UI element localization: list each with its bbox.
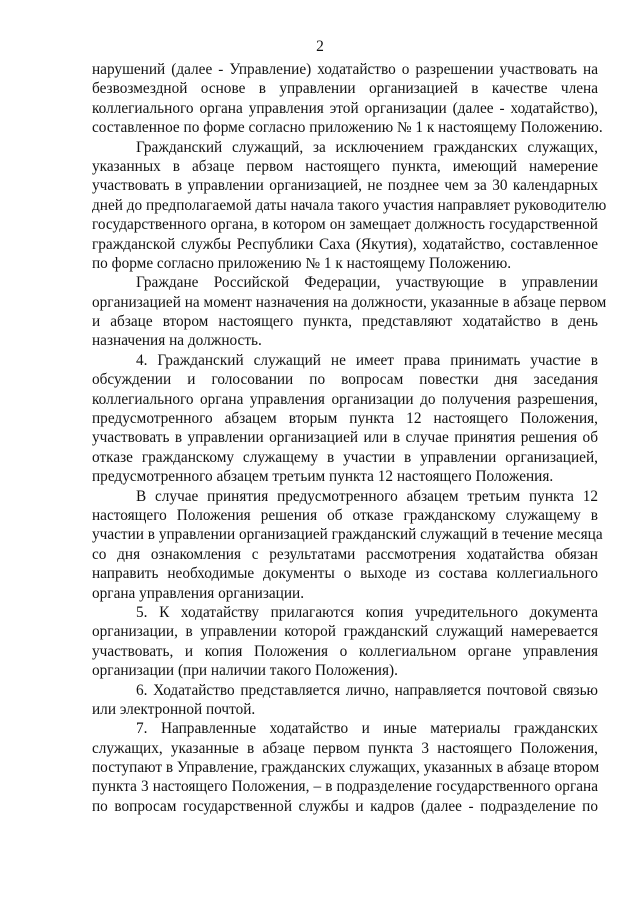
text-line: В случае принятия предусмотренного абзацем третьим пункта 12: [136, 487, 598, 505]
text-line: органа управления организации.: [92, 584, 305, 602]
text-line: гражданской службы Республики Саха (Якутия), ходатайство, составленное: [92, 235, 598, 253]
text-line: участвовать в управлении организацией, не позднее чем за 30 календарных: [92, 177, 598, 195]
text-line: или электронной почтой.: [92, 700, 256, 718]
text-line: Гражданский служащий, за исключением гражданских служащих,: [136, 138, 598, 156]
text-line: обсуждении и голосовании по вопросам повестки дня заседания: [92, 371, 598, 389]
text-line: предусмотренного абзацем вторым пункта 12 настоящего Положения,: [92, 410, 598, 428]
text-line: Граждане Российской Федерации, участвующие в управлении: [136, 274, 598, 292]
paragraph-continuation: [92, 60, 603, 138]
text-line: предусмотренного абзацем третьим пункта 12 настоящего Положения.: [92, 468, 554, 486]
text-line: настоящего Положения решения об отказе гражданскому служащему в: [92, 506, 598, 524]
paragraph-civil-servant-petition: [92, 138, 607, 274]
text-line: нарушений (далее - Управление) ходатайство о разрешении участвовать на: [92, 61, 598, 78]
paragraph-item-5: [92, 603, 598, 681]
text-line: организации, в управлении которой гражданский служащий намеревается: [92, 623, 598, 641]
text-line: безвозмездной основе в управлении организацией в качестве члена: [92, 80, 598, 98]
text-line: 7. Направленные ходатайство и иные материалы гражданских: [136, 720, 598, 738]
text-line: участвовать в управлении организацией или в случае принятия решения об: [92, 429, 598, 447]
text-line: и абзаце втором настоящего пункта, представляют ходатайство в день: [92, 313, 598, 331]
text-line: коллегиального органа управления организации до получения разрешения,: [92, 390, 598, 408]
text-line: составленное по форме согласно приложению № 1 к настоящему Положению.: [92, 119, 603, 137]
paragraph-item-7: [92, 719, 598, 816]
text-line: участвовать, и копия Положения о коллегиальном органе управления: [92, 642, 598, 660]
paragraph-item-4: [92, 351, 598, 487]
text-line: дней до предполагаемой даты начала такого участия направляет руководителю: [92, 196, 607, 214]
text-line: по вопросам государственной службы и кадров (далее - подразделение по: [92, 797, 598, 815]
text-line: 5. К ходатайству прилагаются копия учредительного документа: [136, 603, 598, 621]
text-line: организацией на момент назначения на должности, указанные в абзаце первом: [92, 293, 607, 311]
text-line: коллегиального органа управления этой организации (далее - ходатайство),: [92, 99, 598, 117]
text-line: назначения на должность.: [92, 332, 262, 350]
paragraph-citizens-appointment: [92, 273, 607, 351]
paragraph-item-6: [92, 681, 598, 720]
text-line: со дня ознакомления с результатами рассмотрения ходатайства обязан: [92, 545, 598, 563]
text-line: по форме согласно приложению № 1 к настоящему Положению.: [92, 254, 512, 272]
text-line: участии в управлении организацией гражданский служащий в течение месяца: [92, 526, 603, 544]
text-line: поступают в Управление, гражданских служащих, указанных в абзаце втором: [92, 759, 600, 777]
text-line: пункта 3 настоящего Положения, – в подразделение государственного органа: [92, 778, 598, 796]
page-number: 2: [316, 38, 324, 55]
text-line: отказе гражданскому служащему в участии в управлении организацией,: [92, 448, 598, 466]
text-line: организации (при наличии такого Положения).: [92, 662, 398, 680]
text-line: государственного органа, в котором он замещает должность государственной: [92, 216, 598, 234]
text-line: 6. Ходатайство представляется лично, направляется почтовой связью: [136, 681, 598, 699]
body-text: [92, 60, 607, 816]
text-line: 4. Гражданский служащий не имеет права принимать участие в: [136, 351, 598, 369]
text-line: направить необходимые документы о выходе из состава коллегиального: [92, 565, 598, 583]
paragraph-refusal-case: [92, 487, 603, 603]
text-line: указанных в абзаце первом настоящего пункта, имеющий намерение: [92, 157, 598, 175]
text-line: служащих, указанные в абзаце первом пункта 3 настоящего Положения,: [92, 739, 598, 757]
